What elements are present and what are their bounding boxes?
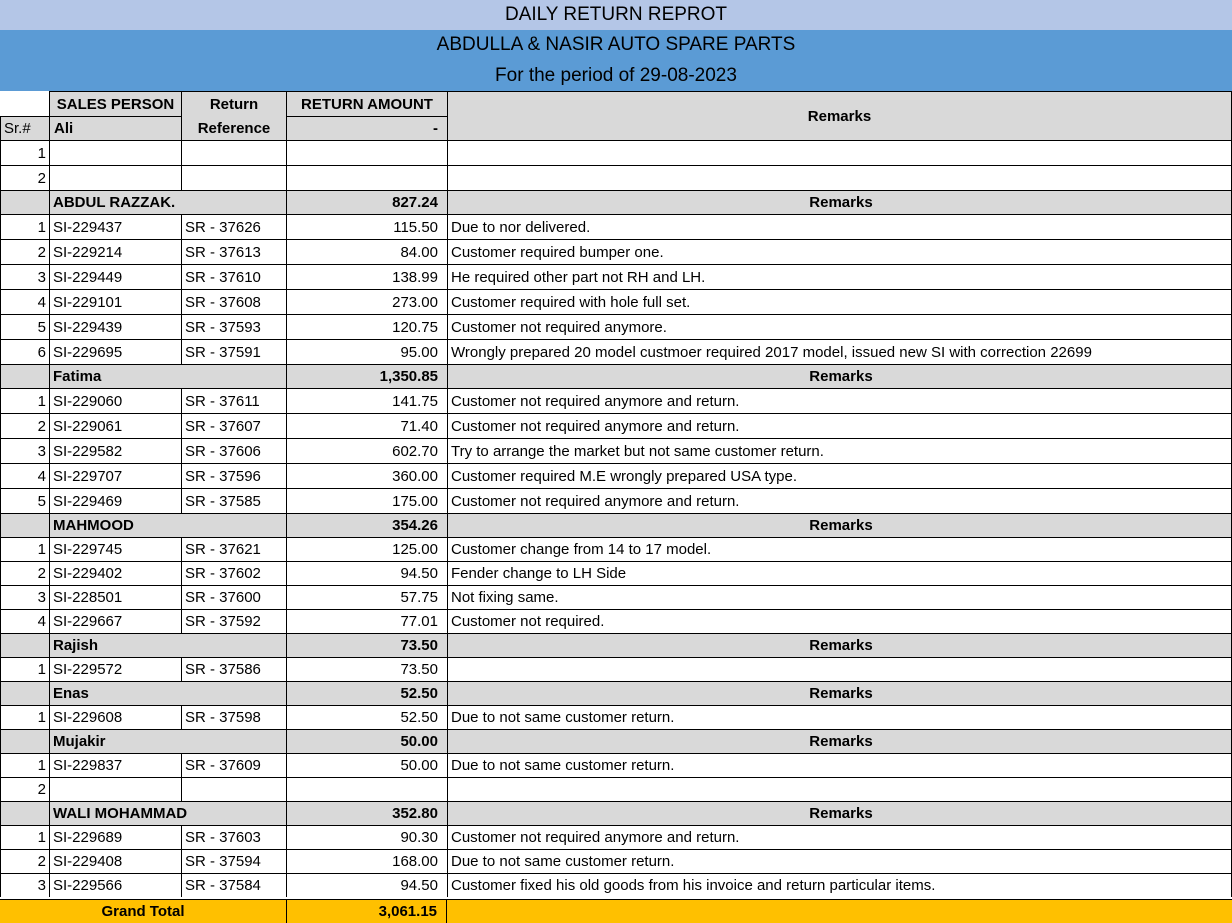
invoice-number: SI-229695 bbox=[49, 339, 181, 364]
salesperson-total: 354.26 bbox=[286, 513, 447, 537]
return-reference bbox=[181, 777, 286, 801]
remarks-text: Customer required with hole full set. bbox=[447, 289, 1232, 314]
salesperson-group-row bbox=[0, 513, 1232, 537]
return-amount: 94.50 bbox=[286, 873, 447, 897]
return-reference: SR - 37594 bbox=[181, 849, 286, 873]
table-row bbox=[0, 561, 1232, 585]
invoice-number: SI-229101 bbox=[49, 289, 181, 314]
table-row bbox=[0, 463, 1232, 488]
return-reference: SR - 37584 bbox=[181, 873, 286, 897]
table-row bbox=[0, 388, 1232, 413]
remarks-label: Remarks bbox=[447, 190, 1232, 214]
sr-number: 2 bbox=[0, 849, 49, 873]
grand-total-label: Grand Total bbox=[101, 903, 185, 920]
remarks-text bbox=[447, 657, 1232, 681]
table-row bbox=[0, 705, 1232, 729]
remarks-text: Try to arrange the market but not same customer return. bbox=[447, 438, 1232, 463]
invoice-number: SI-229469 bbox=[49, 488, 181, 513]
return-reference: SR - 37606 bbox=[181, 438, 286, 463]
sr-number: 1 bbox=[0, 753, 49, 777]
return-reference: SR - 37593 bbox=[181, 314, 286, 339]
salesperson-name: Enas bbox=[49, 681, 181, 705]
return-amount: 273.00 bbox=[286, 289, 447, 314]
remarks-text: Customer not required anymore and return. bbox=[447, 825, 1232, 849]
sr-number: 4 bbox=[0, 289, 49, 314]
return-reference: SR - 37607 bbox=[181, 413, 286, 438]
invoice-number: SI-229837 bbox=[49, 753, 181, 777]
salesperson-name: MAHMOOD bbox=[49, 513, 181, 537]
sr-number: 4 bbox=[0, 463, 49, 488]
remarks-text: Customer not required anymore and return. bbox=[447, 413, 1232, 438]
remarks-text: Customer not required anymore and return. bbox=[447, 388, 1232, 413]
return-amount bbox=[286, 165, 447, 190]
invoice-number: SI-229402 bbox=[49, 561, 181, 585]
grand-total-value: 3,061.15 bbox=[286, 900, 447, 923]
return-amount bbox=[286, 140, 447, 165]
return-amount: 73.50 bbox=[286, 657, 447, 681]
sr-number: 1 bbox=[0, 140, 49, 165]
group-sr-cell bbox=[0, 190, 49, 214]
table-row bbox=[0, 488, 1232, 513]
remarks-text: Customer not required anymore and return. bbox=[447, 488, 1232, 513]
return-reference: SR - 37621 bbox=[181, 537, 286, 561]
return-amount: 168.00 bbox=[286, 849, 447, 873]
table-row bbox=[0, 413, 1232, 438]
return-reference: SR - 37600 bbox=[181, 585, 286, 609]
sr-number: 1 bbox=[0, 388, 49, 413]
salesperson-name: Rajish bbox=[49, 633, 181, 657]
group-sr-cell bbox=[0, 364, 49, 388]
invoice-number bbox=[49, 165, 181, 190]
return-reference: SR - 37596 bbox=[181, 463, 286, 488]
table-row bbox=[0, 339, 1232, 364]
return-amount-header: RETURN AMOUNT bbox=[286, 91, 447, 116]
return-amount: 125.00 bbox=[286, 537, 447, 561]
return-reference: SR - 37603 bbox=[181, 825, 286, 849]
report-period: For the period of 29-08-2023 bbox=[0, 60, 1232, 91]
remarks-text: He required other part not RH and LH. bbox=[447, 264, 1232, 289]
remarks-text: Not fixing same. bbox=[447, 585, 1232, 609]
sr-number: 2 bbox=[0, 561, 49, 585]
table-row bbox=[0, 140, 1232, 165]
remarks-text: Customer change from 14 to 17 model. bbox=[447, 537, 1232, 561]
return-amount: 175.00 bbox=[286, 488, 447, 513]
group-ref-cell bbox=[181, 681, 286, 705]
return-reference: SR - 37592 bbox=[181, 609, 286, 633]
table-row bbox=[0, 214, 1232, 239]
sr-number: 1 bbox=[0, 657, 49, 681]
salesperson-name: WALI MOHAMMAD bbox=[49, 801, 181, 825]
remarks-text: Due to not same customer return. bbox=[447, 849, 1232, 873]
remarks-header: Remarks bbox=[447, 91, 1232, 140]
table-row bbox=[0, 239, 1232, 264]
table-row bbox=[0, 289, 1232, 314]
invoice-number: SI-229667 bbox=[49, 609, 181, 633]
return-amount: 50.00 bbox=[286, 753, 447, 777]
table-row bbox=[0, 657, 1232, 681]
invoice-number: SI-229745 bbox=[49, 537, 181, 561]
return-amount: 360.00 bbox=[286, 463, 447, 488]
invoice-number: SI-229608 bbox=[49, 705, 181, 729]
remarks-label: Remarks bbox=[447, 364, 1232, 388]
return-reference bbox=[181, 140, 286, 165]
sr-number: 4 bbox=[0, 609, 49, 633]
remarks-text: Due to not same customer return. bbox=[447, 753, 1232, 777]
sr-number: 2 bbox=[0, 413, 49, 438]
return-amount: 52.50 bbox=[286, 705, 447, 729]
return-reference: SR - 37608 bbox=[181, 289, 286, 314]
remarks-text bbox=[447, 777, 1232, 801]
group-sr-cell bbox=[0, 729, 49, 753]
group-ref-cell bbox=[181, 729, 286, 753]
salesperson-total: 1,350.85 bbox=[286, 364, 447, 388]
return-reference: SR - 37602 bbox=[181, 561, 286, 585]
sr-number: 3 bbox=[0, 438, 49, 463]
return-amount: 94.50 bbox=[286, 561, 447, 585]
invoice-number: SI-229707 bbox=[49, 463, 181, 488]
company-name: ABDULLA & NASIR AUTO SPARE PARTS bbox=[0, 30, 1232, 60]
return-reference: SR - 37610 bbox=[181, 264, 286, 289]
group-sr-cell bbox=[0, 633, 49, 657]
salesperson-total: 73.50 bbox=[286, 633, 447, 657]
first-sales-person: Ali bbox=[49, 116, 181, 140]
return-reference: SR - 37586 bbox=[181, 657, 286, 681]
table-row bbox=[0, 314, 1232, 339]
salesperson-total: 827.24 bbox=[286, 190, 447, 214]
return-amount: 602.70 bbox=[286, 438, 447, 463]
group-sr-cell bbox=[0, 801, 49, 825]
invoice-number: SI-229582 bbox=[49, 438, 181, 463]
group-sr-cell bbox=[0, 681, 49, 705]
salesperson-name: Mujakir bbox=[49, 729, 181, 753]
return-amount: 90.30 bbox=[286, 825, 447, 849]
reference-header: Reference bbox=[181, 116, 286, 140]
salesperson-group-row bbox=[0, 364, 1232, 388]
return-header: Return bbox=[181, 91, 286, 116]
invoice-number bbox=[49, 140, 181, 165]
table-row bbox=[0, 873, 1232, 897]
invoice-number: SI-229214 bbox=[49, 239, 181, 264]
remarks-label: Remarks bbox=[447, 801, 1232, 825]
salesperson-group-row bbox=[0, 729, 1232, 753]
return-amount: 115.50 bbox=[286, 214, 447, 239]
table-row bbox=[0, 264, 1232, 289]
salesperson-name: ABDUL RAZZAK. bbox=[49, 190, 181, 214]
sr-number: 3 bbox=[0, 264, 49, 289]
group-ref-cell bbox=[181, 801, 286, 825]
return-reference: SR - 37611 bbox=[181, 388, 286, 413]
sr-number: 3 bbox=[0, 873, 49, 897]
table-row bbox=[0, 777, 1232, 801]
report-title: DAILY RETURN REPROT bbox=[0, 0, 1232, 30]
invoice-number: SI-229439 bbox=[49, 314, 181, 339]
remarks-text: Wrongly prepared 20 model custmoer required 2017 model, issued new SI with correction 22699 bbox=[447, 339, 1232, 364]
invoice-number: SI-229572 bbox=[49, 657, 181, 681]
remarks-text: Fender change to LH Side bbox=[447, 561, 1232, 585]
remarks-text bbox=[447, 165, 1232, 190]
remarks-label: Remarks bbox=[447, 681, 1232, 705]
return-amount: 57.75 bbox=[286, 585, 447, 609]
table-row bbox=[0, 438, 1232, 463]
group-ref-cell bbox=[181, 190, 286, 214]
return-amount: 77.01 bbox=[286, 609, 447, 633]
salesperson-total: 52.50 bbox=[286, 681, 447, 705]
group-ref-cell bbox=[181, 513, 286, 537]
invoice-number: SI-229449 bbox=[49, 264, 181, 289]
salesperson-total: 50.00 bbox=[286, 729, 447, 753]
remarks-label: Remarks bbox=[447, 729, 1232, 753]
remarks-text: Customer not required anymore. bbox=[447, 314, 1232, 339]
sr-number: 1 bbox=[0, 214, 49, 239]
salesperson-group-row bbox=[0, 801, 1232, 825]
sr-number: 1 bbox=[0, 537, 49, 561]
grand-total-filler bbox=[447, 900, 1232, 923]
remarks-text: Customer fixed his old goods from his invoice and return particular items. bbox=[447, 873, 1232, 897]
invoice-number: SI-228501 bbox=[49, 585, 181, 609]
remarks-label: Remarks bbox=[447, 513, 1232, 537]
invoice-number bbox=[49, 777, 181, 801]
return-reference: SR - 37591 bbox=[181, 339, 286, 364]
return-amount bbox=[286, 777, 447, 801]
invoice-number: SI-229408 bbox=[49, 849, 181, 873]
table-row bbox=[0, 849, 1232, 873]
table-row bbox=[0, 825, 1232, 849]
return-reference: SR - 37613 bbox=[181, 239, 286, 264]
sr-number: 5 bbox=[0, 488, 49, 513]
sr-number: 3 bbox=[0, 585, 49, 609]
sr-number: 6 bbox=[0, 339, 49, 364]
sr-number: 1 bbox=[0, 825, 49, 849]
return-reference: SR - 37626 bbox=[181, 214, 286, 239]
table-row bbox=[0, 753, 1232, 777]
invoice-number: SI-229437 bbox=[49, 214, 181, 239]
return-reference: SR - 37585 bbox=[181, 488, 286, 513]
blank-header-cell bbox=[0, 91, 49, 116]
salesperson-group-row bbox=[0, 681, 1232, 705]
table-row bbox=[0, 537, 1232, 561]
remarks-label: Remarks bbox=[447, 633, 1232, 657]
sr-number: 5 bbox=[0, 314, 49, 339]
remarks-text: Customer required M.E wrongly prepared USA type. bbox=[447, 463, 1232, 488]
sr-number-header: Sr.# bbox=[0, 116, 49, 140]
remarks-text: Customer not required. bbox=[447, 609, 1232, 633]
salesperson-total: 352.80 bbox=[286, 801, 447, 825]
salesperson-group-row bbox=[0, 633, 1232, 657]
invoice-number: SI-229689 bbox=[49, 825, 181, 849]
remarks-text: Due to not same customer return. bbox=[447, 705, 1232, 729]
return-amount: 95.00 bbox=[286, 339, 447, 364]
sr-number: 2 bbox=[0, 239, 49, 264]
salesperson-name: Fatima bbox=[49, 364, 181, 388]
group-ref-cell bbox=[181, 364, 286, 388]
return-table bbox=[0, 140, 1232, 897]
table-row bbox=[0, 609, 1232, 633]
group-sr-cell bbox=[0, 513, 49, 537]
sr-number: 2 bbox=[0, 777, 49, 801]
return-reference: SR - 37609 bbox=[181, 753, 286, 777]
remarks-text: Customer required bumper one. bbox=[447, 239, 1232, 264]
remarks-text: Due to nor delivered. bbox=[447, 214, 1232, 239]
salesperson-group-row bbox=[0, 190, 1232, 214]
invoice-number: SI-229060 bbox=[49, 388, 181, 413]
invoice-number: SI-229566 bbox=[49, 873, 181, 897]
table-row bbox=[0, 585, 1232, 609]
group-ref-cell bbox=[181, 633, 286, 657]
remarks-text bbox=[447, 140, 1232, 165]
grand-total-row bbox=[0, 899, 1232, 923]
return-amount: 138.99 bbox=[286, 264, 447, 289]
return-reference: SR - 37598 bbox=[181, 705, 286, 729]
first-person-amount: - bbox=[286, 116, 447, 140]
return-reference bbox=[181, 165, 286, 190]
table-row bbox=[0, 165, 1232, 190]
sr-number: 1 bbox=[0, 705, 49, 729]
sales-person-header: SALES PERSON bbox=[49, 91, 181, 116]
return-amount: 84.00 bbox=[286, 239, 447, 264]
invoice-number: SI-229061 bbox=[49, 413, 181, 438]
return-amount: 120.75 bbox=[286, 314, 447, 339]
return-amount: 71.40 bbox=[286, 413, 447, 438]
return-amount: 141.75 bbox=[286, 388, 447, 413]
sr-number: 2 bbox=[0, 165, 49, 190]
